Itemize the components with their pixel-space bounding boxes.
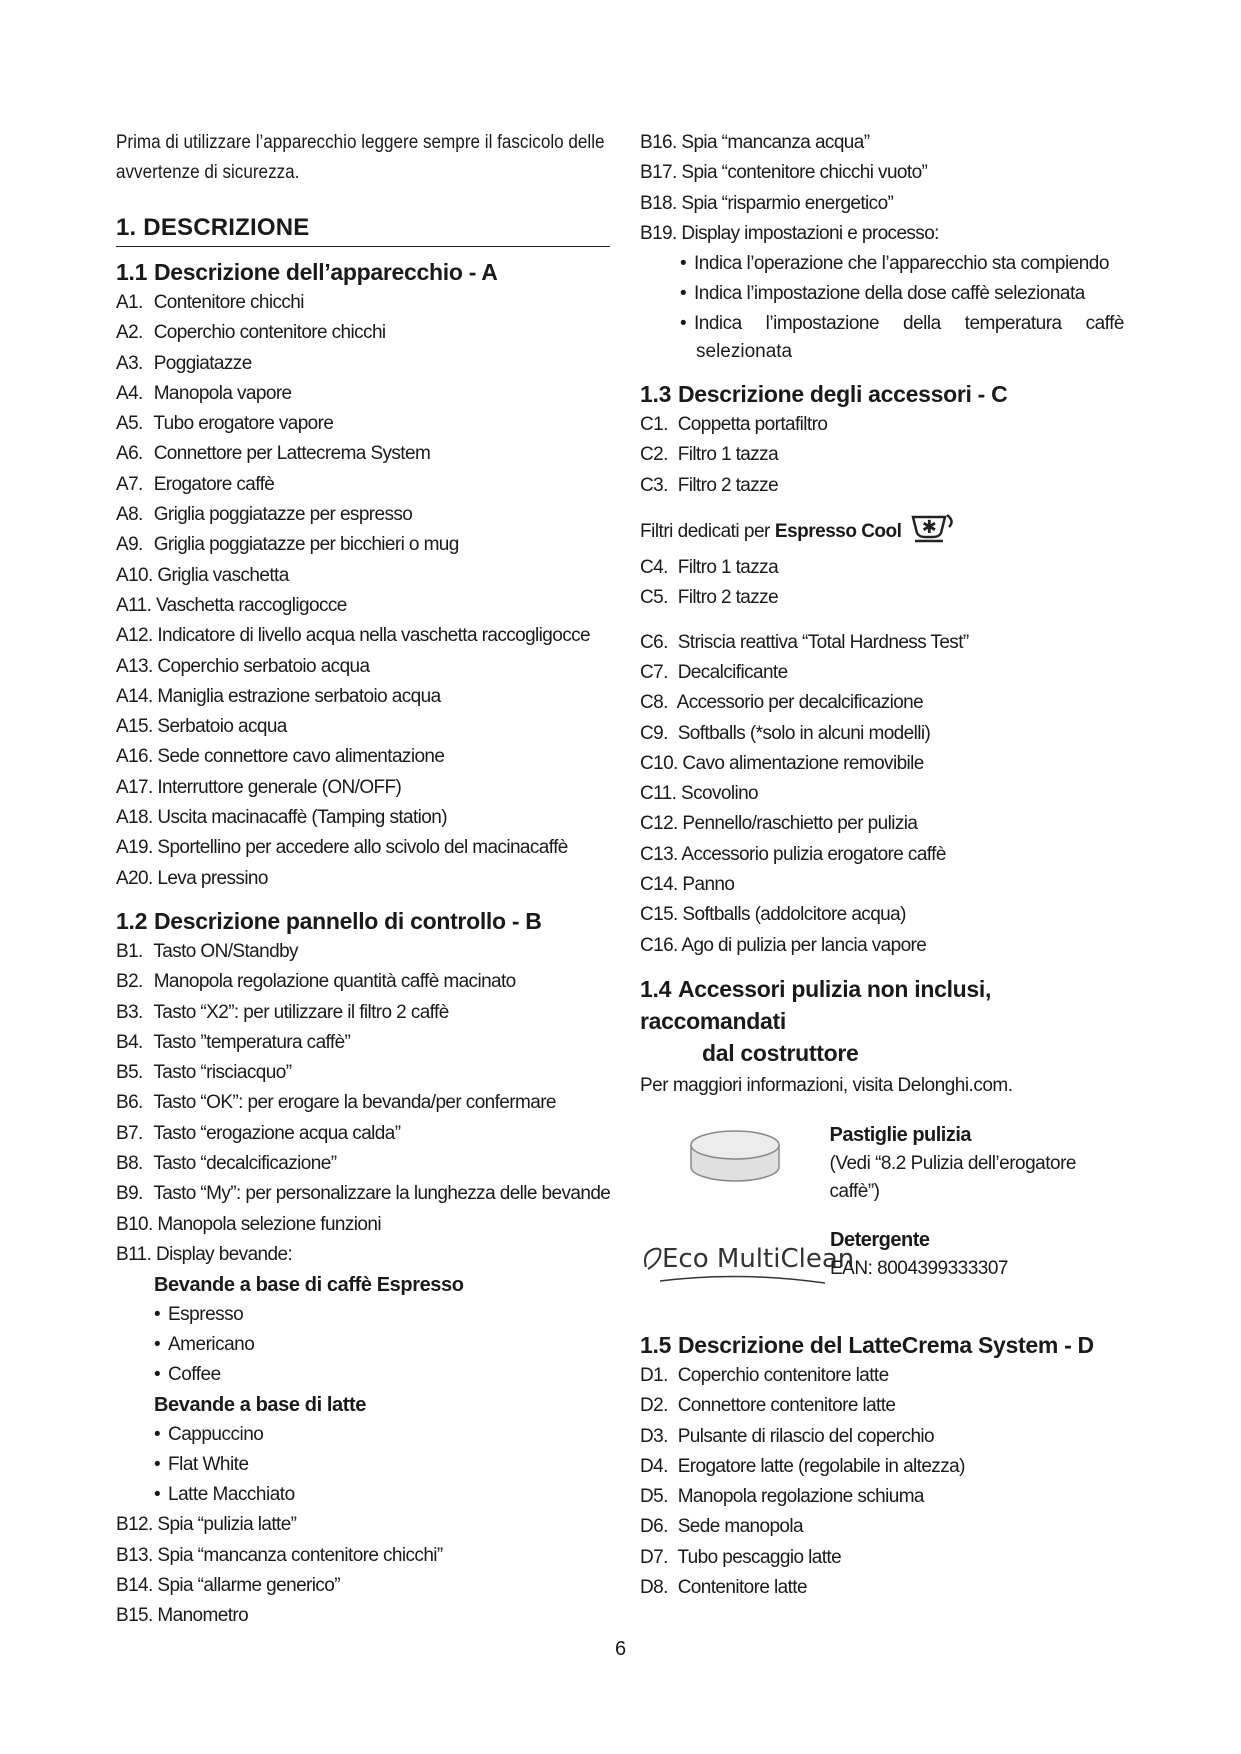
list-item bbox=[640, 471, 1130, 501]
item-text: Decalcificante bbox=[677, 661, 788, 683]
item-text: Manometro bbox=[157, 1605, 249, 1627]
item-text: Cavo alimentazione removibile bbox=[682, 752, 924, 774]
list-item bbox=[116, 561, 610, 591]
list-item bbox=[640, 658, 1130, 688]
item-text: Pulsante di rilascio del coperchio bbox=[677, 1425, 934, 1447]
item-text: Coperchio contenitore chicchi bbox=[153, 322, 386, 344]
heading-text-line2: dal costruttore bbox=[702, 1039, 859, 1066]
item-code: A11. bbox=[116, 594, 152, 616]
heading-1-3 bbox=[640, 381, 1130, 408]
item-code: A14. bbox=[116, 685, 153, 707]
item-text: Erogatore latte (regolabile in altezza) bbox=[677, 1455, 965, 1477]
logo-text: Eco MultiClean bbox=[662, 1243, 855, 1274]
item-text: Poggiatazze bbox=[153, 352, 252, 374]
item-code: A16. bbox=[116, 746, 153, 768]
bullet-text: Flat White bbox=[168, 1454, 249, 1476]
item-code: C15. bbox=[640, 904, 678, 926]
list-item bbox=[640, 719, 1130, 749]
item-text: Pennello/raschietto per pulizia bbox=[682, 813, 918, 835]
item-text: Erogatore caffè bbox=[153, 473, 275, 495]
bullet-item: • Indica l’impostazione della dose caffè selezionata bbox=[680, 283, 1085, 305]
item-text: Spia “risparmio energetico” bbox=[681, 192, 894, 214]
list-item bbox=[116, 1179, 610, 1209]
item-text: Sede manopola bbox=[677, 1516, 803, 1538]
list-item bbox=[116, 409, 610, 439]
item-code: A8. bbox=[116, 504, 143, 526]
item-code: D1. bbox=[640, 1364, 668, 1386]
control-panel-list bbox=[116, 937, 610, 1270]
item-code: B16. bbox=[640, 132, 677, 153]
heading-1-2 bbox=[116, 908, 610, 935]
heading-number: 1.4 bbox=[640, 975, 672, 1002]
cleaning-tablet-icon bbox=[640, 1121, 830, 1191]
list-item bbox=[640, 779, 1130, 809]
list-item bbox=[116, 682, 610, 712]
item-text: Interruttore generale (ON/OFF) bbox=[157, 776, 402, 798]
item-text: Sede connettore cavo alimentazione bbox=[157, 746, 445, 768]
item-text: Manopola vapore bbox=[153, 382, 292, 404]
list-item bbox=[640, 1512, 1130, 1542]
list-item bbox=[116, 349, 610, 379]
espresso-drinks-list bbox=[116, 1300, 610, 1390]
item-text: Display impostazioni e processo: bbox=[681, 222, 939, 244]
item-code: A10. bbox=[116, 564, 153, 586]
list-item bbox=[640, 628, 1130, 658]
heading-number: 1.3 bbox=[640, 381, 672, 408]
info-text: Per maggiori informazioni, visita Delonghi.com. bbox=[640, 1074, 1013, 1096]
item-text: Filtro 1 tazza bbox=[677, 557, 779, 579]
item-code: C6. bbox=[640, 631, 668, 653]
item-code: B1. bbox=[116, 940, 143, 962]
item-code: B6. bbox=[116, 1092, 143, 1114]
item-code: C1. bbox=[640, 414, 668, 436]
list-item bbox=[116, 530, 610, 560]
item-text: Tasto ”temperatura caffè” bbox=[153, 1031, 351, 1053]
cool-filters-list bbox=[640, 553, 1130, 614]
list-item bbox=[640, 553, 1130, 583]
item-text: Connettore contenitore latte bbox=[677, 1395, 896, 1417]
item-code: A1. bbox=[116, 292, 143, 313]
list-item bbox=[116, 652, 610, 682]
espresso-drinks-heading: Bevande a base di caffè Espresso bbox=[154, 1274, 464, 1297]
item-text: Spia “pulizia latte” bbox=[157, 1514, 297, 1536]
heading-1-4 bbox=[640, 973, 1130, 1069]
list-item bbox=[116, 864, 610, 894]
list-item bbox=[116, 712, 610, 742]
item-text: Griglia poggiatazze per bicchieri o mug bbox=[153, 534, 459, 556]
control-panel-list-continued bbox=[640, 128, 1130, 249]
heading-number: 1.2 bbox=[116, 907, 148, 934]
item-code: B19. bbox=[640, 222, 677, 244]
item-code: C16. bbox=[640, 934, 678, 956]
item-code: D2. bbox=[640, 1395, 668, 1417]
display-bullet bbox=[640, 309, 1130, 339]
item-code: A5. bbox=[116, 413, 143, 435]
bullet-text: Cappuccino bbox=[168, 1424, 264, 1446]
list-item bbox=[116, 803, 610, 833]
list-item bbox=[116, 1210, 610, 1240]
espresso-cool-icon bbox=[909, 511, 961, 553]
item-code: D7. bbox=[640, 1546, 668, 1568]
bullet-item: • Indica l’operazione che l’apparecchio sta compiendo bbox=[680, 253, 1109, 275]
item-text: Ago di pulizia per lancia vapore bbox=[681, 934, 927, 956]
item-code: A2. bbox=[116, 322, 143, 344]
list-item bbox=[116, 1088, 610, 1118]
item-code: D5. bbox=[640, 1486, 668, 1508]
section-title: 1. DESCRIZIONE bbox=[116, 214, 610, 247]
item-code: B11. bbox=[116, 1243, 152, 1265]
list-item bbox=[116, 1571, 610, 1601]
page-number: 6 bbox=[614, 1638, 627, 1660]
list-item bbox=[640, 900, 1130, 930]
list-item bbox=[116, 1028, 610, 1058]
word: temperatura bbox=[964, 313, 1062, 335]
item-text: Tasto “decalcificazione” bbox=[153, 1153, 337, 1175]
item-code: C13. bbox=[640, 843, 678, 865]
bullet-text: Indica l’impostazione della dose caffè selezionata bbox=[694, 283, 1085, 305]
item-code: D8. bbox=[640, 1577, 668, 1599]
list-item bbox=[640, 128, 1130, 158]
list-item bbox=[640, 809, 1130, 839]
list-item bbox=[640, 1422, 1130, 1452]
item-text: Sportellino per accedere allo scivolo del macinacaffè bbox=[157, 837, 568, 859]
list-item bbox=[116, 379, 610, 409]
item-text: Softballs (addolcitore acqua) bbox=[682, 904, 906, 926]
list-item bbox=[640, 1361, 1130, 1391]
item-text: Filtro 2 tazze bbox=[677, 587, 779, 609]
item-text: Tasto “My”: per personalizzare la lunghezza delle bevande bbox=[153, 1183, 611, 1205]
item-text: Manopola regolazione quantità caffè macinato bbox=[153, 971, 516, 993]
list-item bbox=[116, 621, 610, 651]
milk-drinks-list bbox=[116, 1420, 610, 1510]
list-item bbox=[640, 1482, 1130, 1512]
list-item bbox=[116, 439, 610, 469]
list-item bbox=[116, 833, 610, 863]
heading-number: 1.5 bbox=[640, 1331, 672, 1358]
item-text: Griglia vaschetta bbox=[157, 564, 289, 586]
item-text: Serbatoio acqua bbox=[157, 716, 287, 738]
list-item bbox=[116, 1119, 610, 1149]
item-text: Tasto “erogazione acqua calda” bbox=[153, 1122, 401, 1144]
item-text: Coppetta portafiltro bbox=[677, 414, 828, 436]
item-code: B18. bbox=[640, 192, 677, 214]
accessory-name: Detergente bbox=[830, 1228, 930, 1251]
item-text: Griglia poggiatazze per espresso bbox=[153, 504, 413, 526]
item-text: Scovolino bbox=[681, 783, 758, 805]
bullet-text: Coffee bbox=[168, 1364, 221, 1386]
list-item bbox=[116, 967, 610, 997]
heading-text: Descrizione del LatteCrema System - D bbox=[678, 1331, 1094, 1358]
bullet-item bbox=[116, 1330, 610, 1360]
list-item bbox=[116, 998, 610, 1028]
list-item bbox=[116, 742, 610, 772]
item-code: A17. bbox=[116, 776, 153, 798]
list-item bbox=[640, 840, 1130, 870]
item-text: Tasto “X2”: per utilizzare il filtro 2 caffè bbox=[153, 1001, 449, 1023]
heading-1-1 bbox=[116, 259, 610, 286]
item-text: Uscita macinacaffè (Tamping station) bbox=[157, 807, 447, 829]
appliance-parts-list bbox=[116, 288, 610, 894]
accessory-detail: EAN: 8004399333307 bbox=[830, 1257, 1008, 1279]
item-code: B4. bbox=[116, 1031, 143, 1053]
word: Indica bbox=[694, 313, 742, 335]
item-code: C3. bbox=[640, 474, 668, 496]
item-text: Spia “mancanza contenitore chicchi” bbox=[157, 1544, 443, 1566]
list-item bbox=[640, 219, 1130, 249]
heading-1-5 bbox=[640, 1332, 1130, 1359]
item-text: Striscia reattiva “Total Hardness Test” bbox=[677, 631, 969, 653]
item-code: A19. bbox=[116, 837, 153, 859]
item-code: A12. bbox=[116, 625, 153, 647]
list-item bbox=[116, 500, 610, 530]
list-item bbox=[116, 773, 610, 803]
list-item bbox=[116, 1510, 610, 1540]
list-item bbox=[640, 410, 1130, 440]
list-item bbox=[116, 318, 610, 348]
heading-text: Accessori pulizia non inclusi, raccomandati bbox=[640, 975, 992, 1034]
list-item bbox=[116, 470, 610, 500]
list-item bbox=[640, 749, 1130, 779]
accessory-description bbox=[830, 1121, 1131, 1206]
list-item bbox=[116, 1541, 610, 1571]
item-code: A4. bbox=[116, 382, 143, 404]
item-code: B7. bbox=[116, 1122, 143, 1144]
bullet-text: Espresso bbox=[168, 1304, 244, 1326]
item-text: Spia “allarme generico” bbox=[157, 1574, 340, 1596]
bullet-text: Americano bbox=[168, 1334, 255, 1356]
list-item bbox=[116, 1149, 610, 1179]
item-code: C7. bbox=[640, 661, 668, 683]
list-item bbox=[640, 1543, 1130, 1573]
item-text: Spia “contenitore chicchi vuoto” bbox=[681, 162, 928, 184]
item-code: B12. bbox=[116, 1514, 153, 1536]
espresso-cool-label: Espresso Cool bbox=[774, 521, 902, 543]
bullet-item bbox=[116, 1480, 610, 1510]
item-text: Panno bbox=[682, 874, 735, 896]
item-code: B17. bbox=[640, 162, 677, 184]
item-code: C11. bbox=[640, 783, 677, 805]
item-code: A9. bbox=[116, 534, 143, 556]
list-item bbox=[116, 1058, 610, 1088]
accessory-cleaning-tablets bbox=[640, 1121, 1130, 1206]
accessory-detergent bbox=[640, 1226, 1130, 1296]
list-item bbox=[640, 189, 1130, 219]
item-code: C5. bbox=[640, 587, 668, 609]
bullet-text: Latte Macchiato bbox=[168, 1484, 295, 1506]
item-text: Leva pressino bbox=[157, 867, 268, 889]
item-text: Spia “mancanza acqua” bbox=[681, 132, 870, 153]
item-code: B15. bbox=[116, 1605, 153, 1627]
bullet-text: Indica l’operazione che l’apparecchio sta compiendo bbox=[694, 253, 1109, 275]
list-item bbox=[640, 931, 1130, 961]
item-text: Tubo erogatore vapore bbox=[153, 413, 334, 435]
item-text: Display bevande: bbox=[155, 1243, 293, 1265]
item-text: Filtro 2 tazze bbox=[677, 474, 779, 496]
item-code: C10. bbox=[640, 752, 678, 774]
item-text: Vaschetta raccogligocce bbox=[155, 594, 347, 616]
list-item bbox=[640, 1452, 1130, 1482]
list-item bbox=[640, 1391, 1130, 1421]
item-text: Tasto “risciacquo” bbox=[153, 1062, 292, 1084]
item-code: C8. bbox=[640, 692, 668, 714]
justified-line: • Indica l’impostazione della temperatura caffè bbox=[680, 309, 1130, 339]
item-code: C12. bbox=[640, 813, 678, 835]
item-text: Tasto “OK”: per erogare la bevanda/per confermare bbox=[153, 1092, 556, 1114]
lattecrema-parts-list bbox=[640, 1361, 1130, 1603]
bullet-continuation: selezionata bbox=[696, 341, 793, 363]
list-item bbox=[640, 583, 1130, 613]
item-code: B13. bbox=[116, 1544, 153, 1566]
right-column bbox=[640, 128, 1130, 1603]
bullet-item bbox=[116, 1420, 610, 1450]
heading-text: Descrizione degli accessori - C bbox=[678, 381, 1008, 408]
item-text: Contenitore chicchi bbox=[153, 292, 304, 313]
item-text: Tasto ON/Standby bbox=[153, 940, 298, 962]
item-code: D6. bbox=[640, 1516, 668, 1538]
list-item bbox=[116, 937, 610, 967]
eco-multiclean-logo bbox=[640, 1226, 855, 1296]
item-code: C2. bbox=[640, 444, 668, 466]
heading-text: Descrizione pannello di controllo - B bbox=[154, 907, 542, 934]
bullet-item bbox=[116, 1300, 610, 1330]
item-code: B3. bbox=[116, 1001, 143, 1023]
item-code: B14. bbox=[116, 1574, 153, 1596]
control-panel-list-continued bbox=[116, 1510, 610, 1631]
item-text: Accessorio per decalcificazione bbox=[676, 692, 924, 714]
word: l’impostazione bbox=[765, 313, 880, 335]
list-item bbox=[640, 158, 1130, 188]
item-text: Softballs (*solo in alcuni modelli) bbox=[677, 722, 931, 744]
item-text: Filtro 1 tazza bbox=[677, 444, 779, 466]
bullet-item bbox=[116, 1450, 610, 1480]
item-text: Accessorio pulizia erogatore caffè bbox=[681, 843, 946, 865]
item-text: Indicatore di livello acqua nella vaschetta raccogligocce bbox=[157, 625, 591, 647]
accessories-list bbox=[640, 410, 1130, 501]
item-text: Tubo pescaggio latte bbox=[677, 1546, 842, 1568]
word: della bbox=[903, 313, 941, 335]
espresso-cool-filters bbox=[640, 511, 1130, 553]
item-code: C4. bbox=[640, 557, 668, 579]
item-code: B9. bbox=[116, 1183, 143, 1205]
heading-text: Descrizione dell’apparecchio - A bbox=[154, 259, 498, 285]
accessory-detail: (Vedi “8.2 Pulizia dell’erogatore caffè”) bbox=[829, 1152, 1076, 1202]
item-code: D3. bbox=[640, 1425, 668, 1447]
word: caffè bbox=[1085, 313, 1124, 335]
item-code: A20. bbox=[116, 867, 153, 889]
left-column bbox=[116, 128, 610, 1631]
item-code: A3. bbox=[116, 352, 143, 374]
item-code: B10. bbox=[116, 1213, 153, 1235]
item-code: B2. bbox=[116, 971, 143, 993]
accessories-list-continued bbox=[640, 628, 1130, 961]
item-code: D4. bbox=[640, 1455, 668, 1477]
list-item bbox=[640, 440, 1130, 470]
item-text: Maniglia estrazione serbatoio acqua bbox=[157, 685, 441, 707]
list-item bbox=[640, 870, 1130, 900]
item-code: B8. bbox=[116, 1153, 143, 1175]
list-item bbox=[640, 688, 1130, 718]
list-item bbox=[116, 1601, 610, 1631]
item-code: A13. bbox=[116, 655, 153, 677]
item-text: Manopola selezione funzioni bbox=[157, 1213, 381, 1235]
svg-text:✱: ✱ bbox=[922, 517, 937, 539]
list-item bbox=[640, 1573, 1130, 1603]
item-code: C9. bbox=[640, 722, 668, 744]
item-code: A7. bbox=[116, 473, 143, 495]
display-bullets bbox=[640, 249, 1130, 309]
milk-drinks-heading: Bevande a base di latte bbox=[154, 1394, 367, 1417]
item-code: B5. bbox=[116, 1062, 143, 1084]
list-item bbox=[116, 288, 610, 318]
item-text: Contenitore latte bbox=[677, 1577, 807, 1599]
item-code: A18. bbox=[116, 807, 153, 829]
heading-number: 1.1 bbox=[116, 259, 148, 285]
bullet-item bbox=[116, 1360, 610, 1390]
item-code: A6. bbox=[116, 443, 143, 465]
item-code: A15. bbox=[116, 716, 153, 738]
accessory-name: Pastiglie pulizia bbox=[829, 1123, 972, 1146]
list-item bbox=[116, 1240, 610, 1270]
list-item bbox=[116, 591, 610, 621]
intro-text: Prima di utilizzare l’apparecchio leggere sempre il fascicolo delle avvertenze di sicurezza. bbox=[116, 132, 605, 183]
item-code: C14. bbox=[640, 874, 678, 896]
item-text: Connettore per Lattecrema System bbox=[153, 443, 431, 465]
item-text: Coperchio contenitore latte bbox=[677, 1364, 889, 1386]
item-text: Manopola regolazione schiuma bbox=[677, 1486, 924, 1508]
accessory-description bbox=[830, 1226, 1008, 1283]
item-text: Coperchio serbatoio acqua bbox=[157, 655, 370, 677]
filters-label: Filtri dedicati per bbox=[640, 521, 770, 543]
